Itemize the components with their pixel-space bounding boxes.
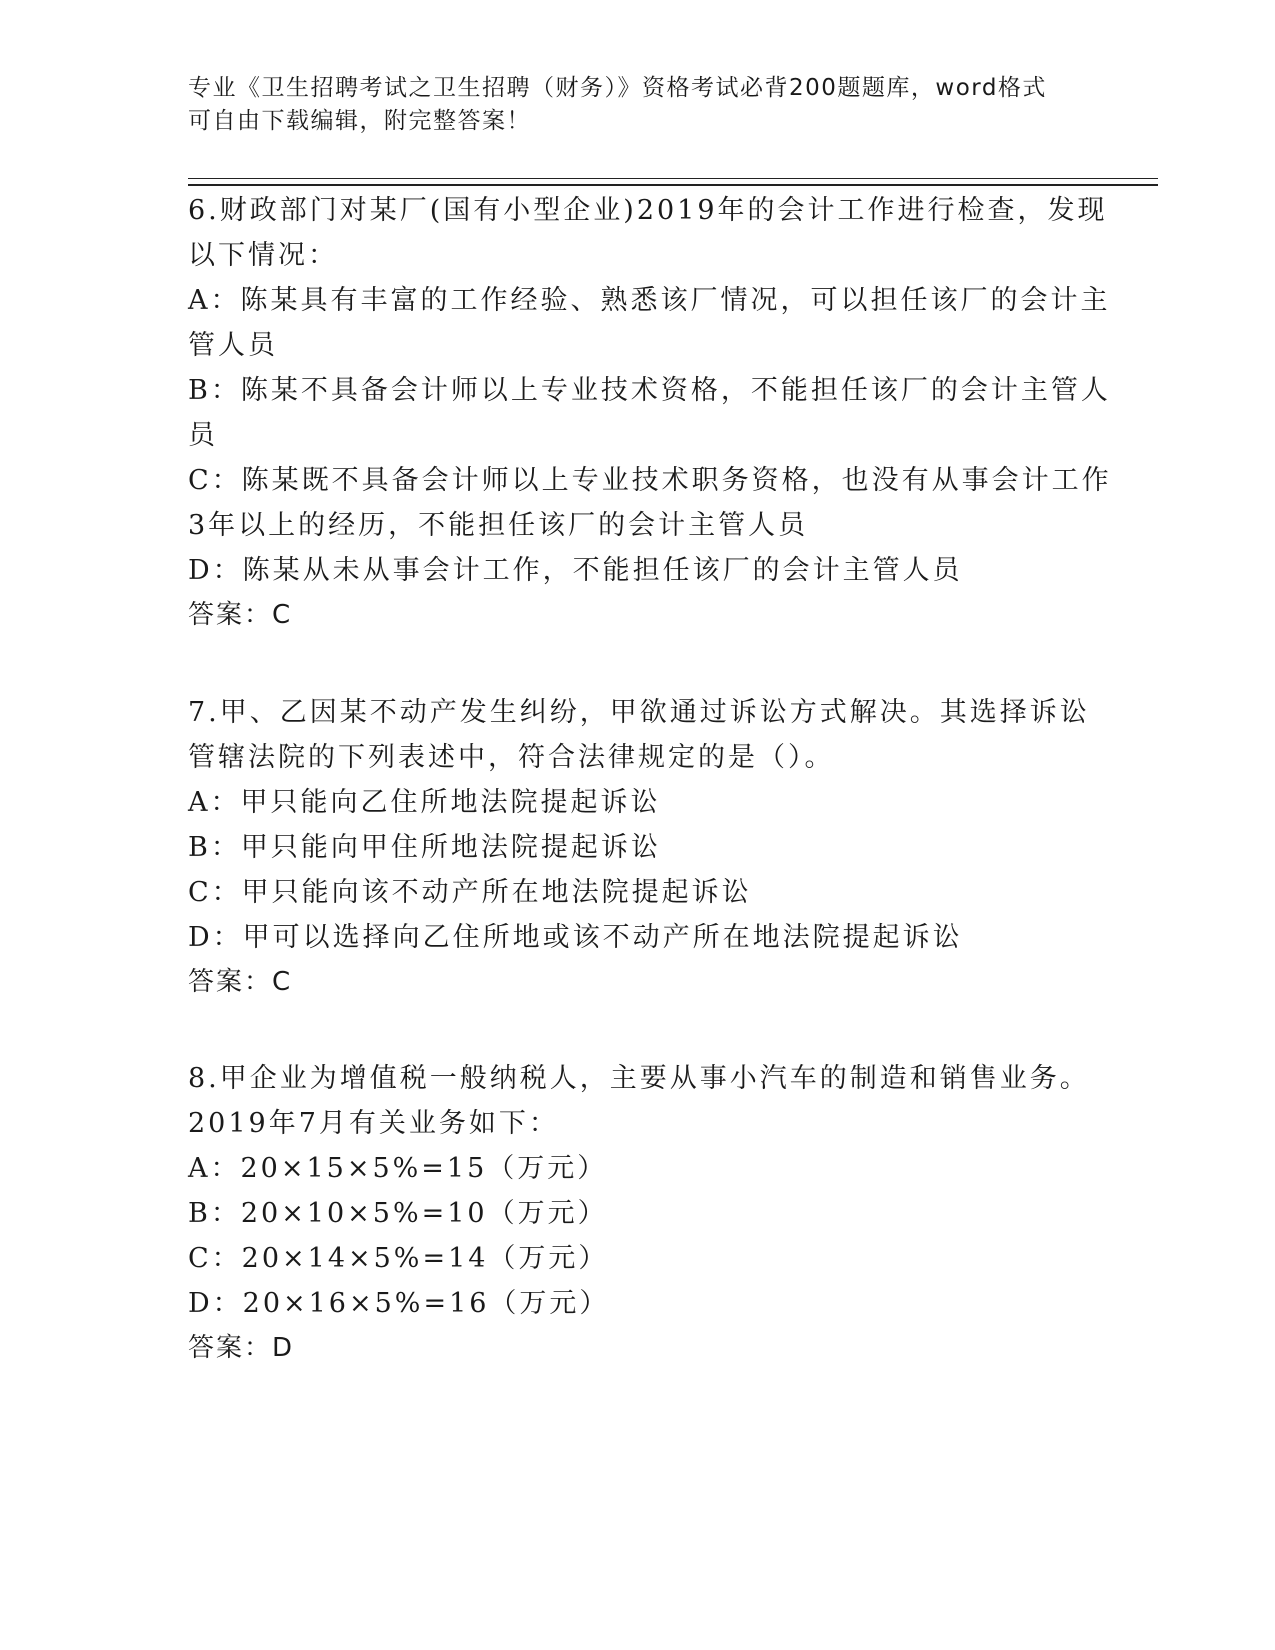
option-line: 管人员	[188, 330, 278, 361]
question-stem-line: 6.财政部门对某厂(国有小型企业)2019年的会计工作进行检查，发现	[188, 195, 1108, 226]
option-line: D：20×16×5%=16（万元）	[188, 1288, 610, 1319]
question-stem-line: 以下情况：	[188, 240, 338, 271]
question-8	[188, 1056, 1088, 1371]
document-header	[188, 72, 1088, 138]
answer-label: 答案：C	[188, 600, 293, 630]
option-line: A：20×15×5%=15（万元）	[188, 1153, 608, 1184]
question-6	[188, 188, 1112, 638]
option-line: C：陈某既不具备会计师以上专业技术职务资格，也没有从事会计工作	[188, 465, 1112, 496]
option-line: B：陈某不具备会计师以上专业技术资格，不能担任该厂的会计主管人	[188, 375, 1111, 406]
answer-label: 答案：D	[188, 1333, 295, 1363]
option-line: B：20×10×5%=10（万元）	[188, 1198, 608, 1229]
question-stem-line: 管辖法院的下列表述中，符合法律规定的是（）。	[188, 742, 835, 773]
option-line: B：甲只能向甲住所地法院提起诉讼	[188, 832, 661, 863]
option-line: D：甲可以选择向乙住所地或该不动产所在地法院提起诉讼	[188, 922, 963, 953]
header-divider-bottom	[188, 184, 1158, 186]
header-line-2: 可自由下载编辑，附完整答案！	[188, 108, 531, 134]
option-line: C：20×14×5%=14（万元）	[188, 1243, 609, 1274]
header-divider-top	[188, 178, 1158, 179]
option-line: 3年以上的经历，不能担任该厂的会计主管人员	[188, 510, 809, 541]
question-stem-line: 8.甲企业为增值税一般纳税人，主要从事小汽车的制造和销售业务。	[188, 1063, 1090, 1094]
question-7	[188, 690, 1088, 1005]
header-line-1: 专业《卫生招聘考试之卫生招聘（财务）》资格考试必背200题题库，word格式	[188, 75, 1047, 101]
option-line: 员	[188, 420, 218, 451]
question-stem-line: 2019年7月有关业务如下：	[188, 1108, 559, 1139]
option-line: A：甲只能向乙住所地法院提起诉讼	[188, 787, 661, 818]
option-line: D：陈某从未从事会计工作，不能担任该厂的会计主管人员	[188, 555, 963, 586]
option-line: C：甲只能向该不动产所在地法院提起诉讼	[188, 877, 752, 908]
answer-label: 答案：C	[188, 967, 293, 997]
question-stem-line: 7.甲、乙因某不动产发生纠纷，甲欲通过诉讼方式解决。其选择诉讼	[188, 697, 1090, 728]
option-line: A：陈某具有丰富的工作经验、熟悉该厂情况，可以担任该厂的会计主	[188, 285, 1111, 316]
